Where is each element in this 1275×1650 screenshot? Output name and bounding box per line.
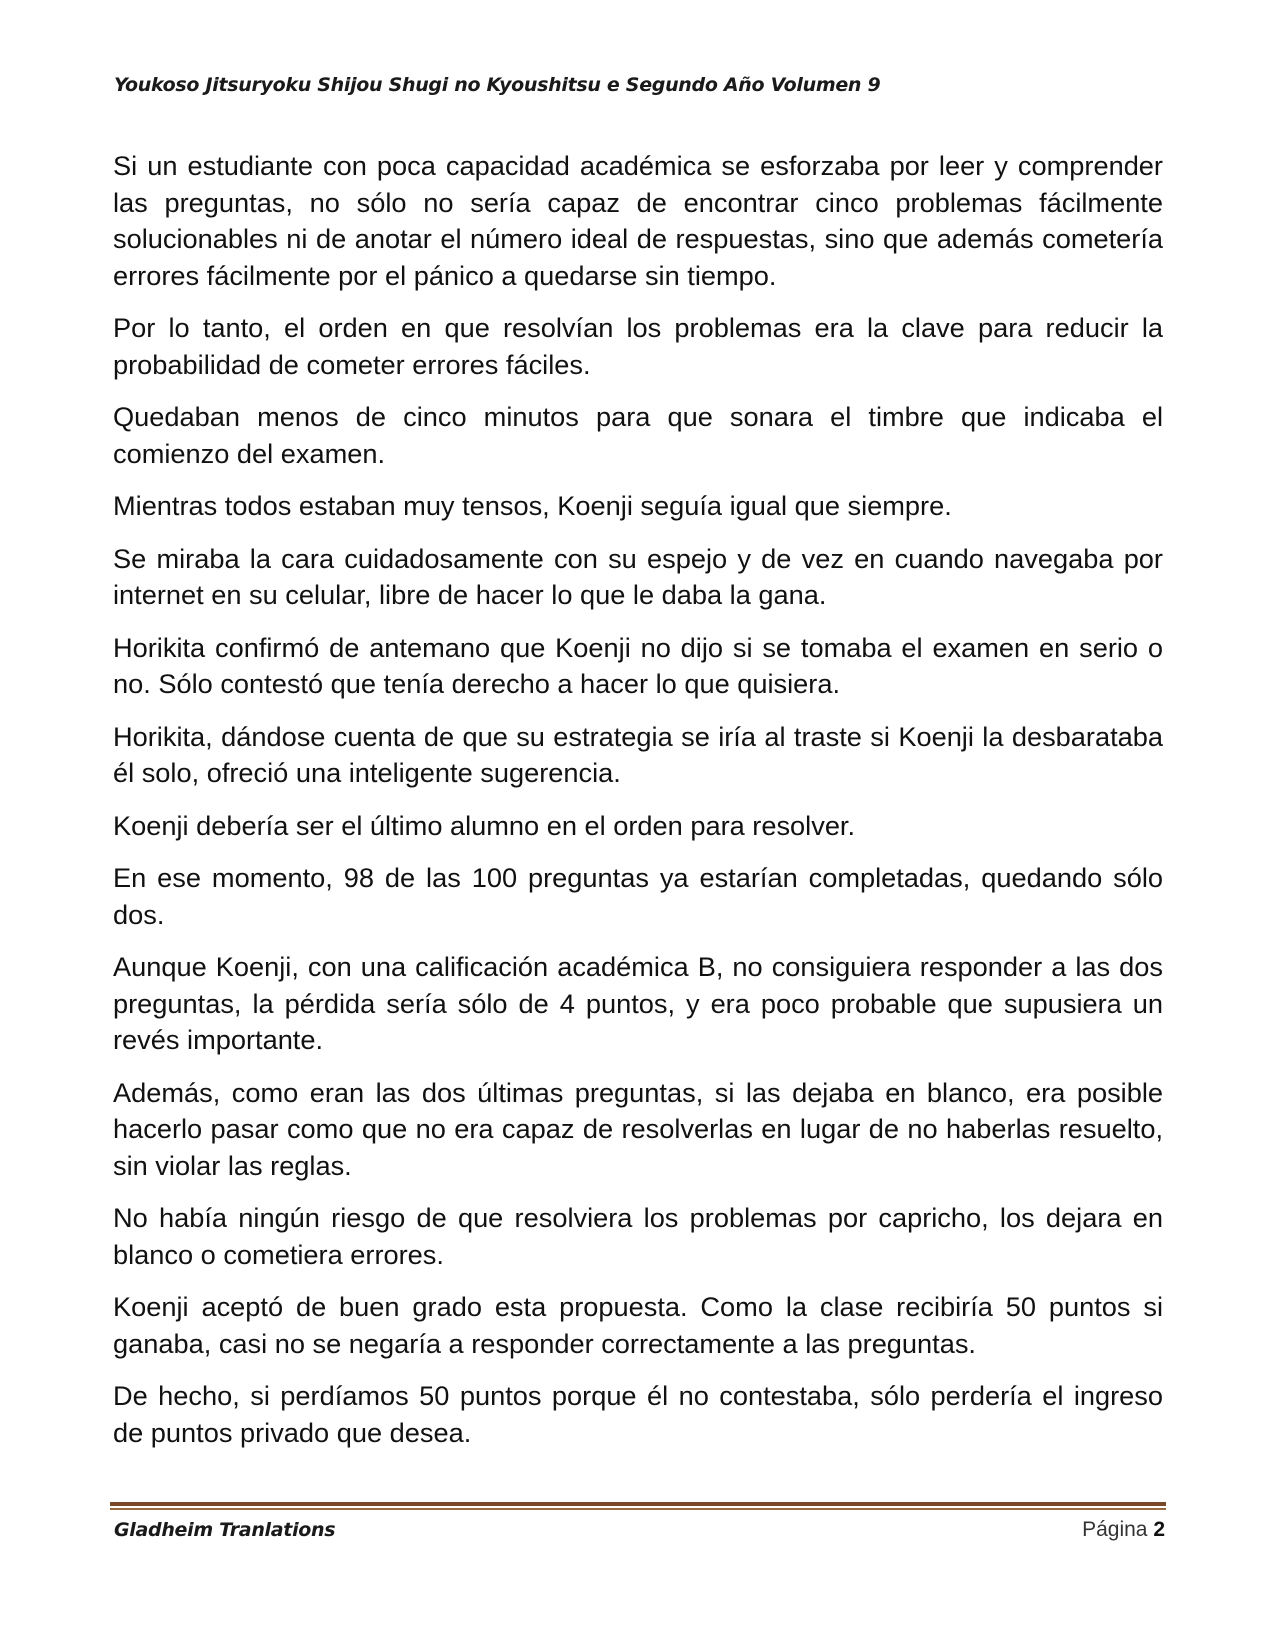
paragraph: En ese momento, 98 de las 100 preguntas ya estarían completadas, quedando sólo dos. [113,862,1163,930]
paragraph: Si un estudiante con poca capacidad académica se esforzaba por leer y comprender las preguntas, no sólo no sería capaz de encontrar cinco problemas fácilmente solucionables ni de anotar el número ideal de respuestas, sino que además cometería errores fácilmente por el pánico a quedarse sin tiempo. [113,150,1163,291]
footer-credit: Gladheim Tranlations [114,1519,336,1541]
paragraph: Horikita confirmó de antemano que Koenji no dijo si se tomaba el examen en serio o no. Sólo contestó que tenía derecho a hacer lo que quisiera. [113,631,1163,699]
paragraph: Koenji aceptó de buen grado esta propuesta. Como la clase recibiría 50 puntos si ganaba, casi no se negaría a responder correctamente a las preguntas. [113,1291,1163,1359]
running-header-title: Youkoso Jitsuryoku Shijou Shugi no Kyoushitsu e Segundo Año Volumen 9 [114,74,881,96]
paragraph: No había ningún riesgo de que resolviera los problemas por capricho, los dejara en blanco o cometiera errores. [113,1202,1163,1270]
paragraph: Koenji debería ser el último alumno en el orden para resolver. [113,809,856,841]
footer-divider-thick-line [110,1502,1166,1506]
paragraph: Se miraba la cara cuidadosamente con su espejo y de vez en cuando navegaba por internet en su celular, libre de hacer lo que le daba la gana. [113,542,1163,610]
paragraph: Aunque Koenji, con una calificación académica B, no consiguiera responder a las dos preguntas, la pérdida sería sólo de 4 puntos, y era poco probable que supusiera un revés importante. [113,951,1163,1055]
paragraph: De hecho, si perdíamos 50 puntos porque él no contestaba, sólo perdería el ingreso de puntos privado que desea. [113,1380,1163,1448]
page-number-label [1082,1518,1165,1542]
paragraph: Mientras todos estaban muy tensos, Koenji seguía igual que siempre. [113,490,952,521]
paragraph: Por lo tanto, el orden en que resolvían los problemas era la clave para reducir la probabilidad de cometer errores fáciles. [113,312,1163,380]
page-label: Página [1082,1518,1148,1541]
footer-divider [110,1502,1166,1511]
paragraph: Además, como eran las dos últimas preguntas, si las dejaba en blanco, era posible hacerlo pasar como que no era capaz de resolverlas en lugar de no haberlas resuelto, sin violar las reglas. [113,1076,1163,1181]
footer-divider-thin-line [110,1508,1166,1510]
page-number: 2 [1153,1518,1165,1541]
page-body [113,148,1163,1467]
paragraph: Horikita, dándose cuenta de que su estrategia se iría al traste si Koenji la desbarataba él solo, ofreció una inteligente sugerencia. [113,720,1163,788]
paragraph: Quedaban menos de cinco minutos para que sonara el timbre que indicaba el comienzo del examen. [113,401,1163,469]
